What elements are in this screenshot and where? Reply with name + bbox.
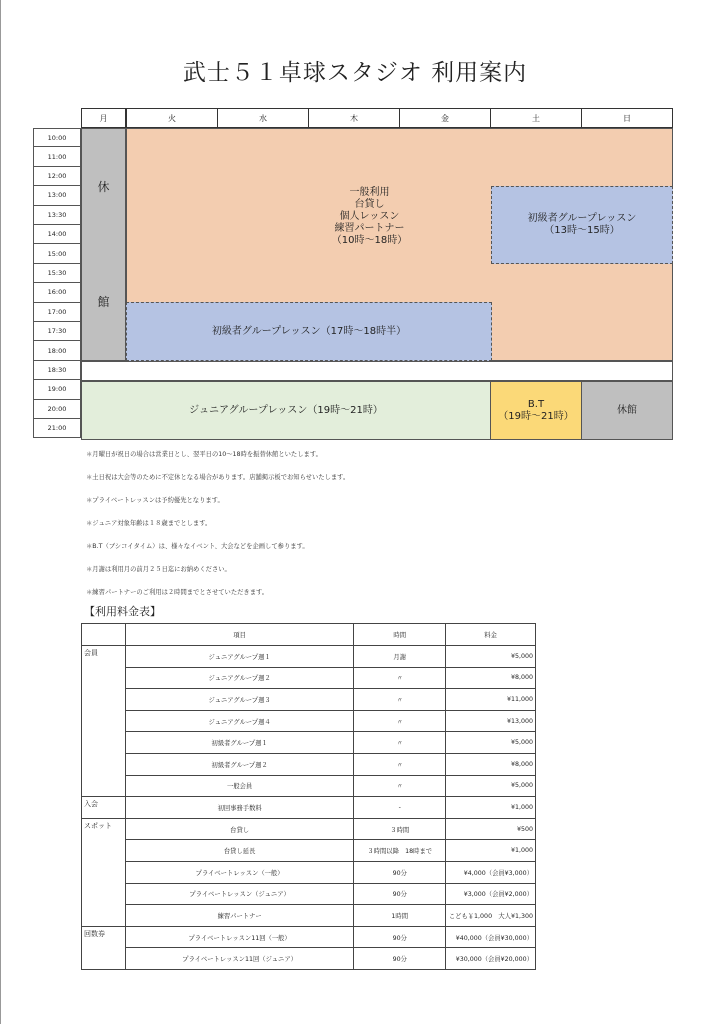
fee-item: ジュニアグループ週１	[125, 646, 353, 668]
beginner-sat-block	[491, 186, 673, 264]
table-row	[82, 753, 536, 775]
fee-time: 90分	[354, 926, 446, 948]
fee-time: 1時間	[354, 905, 446, 927]
fee-item: プライベートレッスン（一般）	[125, 861, 353, 883]
time-label: 17:30	[33, 322, 81, 341]
time-label: 17:00	[33, 303, 81, 322]
fee-header-cell: 項目	[125, 624, 353, 646]
fee-price: ¥500	[446, 818, 536, 840]
note-item: ＊練習パートナーのご利用は２時間までとさせていただきます。	[86, 589, 269, 596]
note-item: ＊土日祝は大会等のために不定休となる場合があります。店舗掲示板でお知らせいたします。	[86, 474, 350, 481]
fee-price: ¥1,000	[446, 840, 536, 862]
bt-label: B.T （19時～21時）	[498, 398, 574, 422]
table-row	[82, 883, 536, 905]
junior-label: ジュニアグループレッスン（19時～21時）	[189, 404, 383, 416]
monday-closed-block	[81, 128, 126, 361]
fee-price: ¥3,000（会員¥2,000）	[446, 883, 536, 905]
table-row	[82, 775, 536, 797]
note-item: ＊月曜日が祝日の場合は営業日とし、翌平日の10～18時を振替休館といたします。	[86, 451, 322, 458]
beginner-sat-label: 初級者グループレッスン （13時～15時）	[527, 213, 637, 236]
fee-item: 初級者グループ週１	[125, 732, 353, 754]
table-row	[82, 840, 536, 862]
time-label: 15:00	[33, 244, 81, 263]
time-label: 21:00	[33, 419, 81, 438]
fee-price: ¥1,000	[446, 797, 536, 819]
day-header-fri: 金	[399, 108, 491, 128]
time-label: 11:00	[33, 147, 81, 166]
day-header-wed: 水	[217, 108, 309, 128]
beginner-evening-label: 初級者グループレッスン（17時～18時半）	[211, 325, 407, 337]
break-row	[81, 361, 673, 381]
fee-item: プライベートレッスン11回（ジュニア）	[125, 948, 353, 970]
fee-price: ¥8,000	[446, 667, 536, 689]
junior-block	[81, 381, 491, 440]
beginner-evening-block	[126, 302, 492, 361]
fee-price: こども￥1,000 大人¥1,300	[446, 905, 536, 927]
general-use-label: 一般利用 台貸し 個人レッスン 練習パートナー （10時～18時）	[331, 187, 408, 246]
time-label: 18:00	[33, 341, 81, 360]
time-label: 10:00	[33, 128, 81, 147]
table-row	[82, 646, 536, 668]
page-edge	[0, 0, 1, 1024]
note-item: ＊プライベートレッスンは予約優先となります。	[86, 497, 224, 504]
fee-time: 90分	[354, 883, 446, 905]
fee-item: 一般会員	[125, 775, 353, 797]
fee-price: ¥40,000（会員¥30,000）	[446, 926, 536, 948]
time-label: 20:00	[33, 400, 81, 419]
day-header-sun: 日	[581, 108, 673, 128]
sunday-closed-block	[581, 381, 673, 440]
fee-time: ３時間以降 18時まで	[354, 840, 446, 862]
page-title: 武士５１卓球スタジオ 利用案内	[182, 60, 528, 86]
table-row	[82, 689, 536, 711]
fee-header-cell: 時間	[354, 624, 446, 646]
fee-item: 練習パートナー	[125, 905, 353, 927]
day-header-thu: 木	[308, 108, 400, 128]
table-row	[82, 732, 536, 754]
time-label: 19:00	[33, 380, 81, 399]
fee-item: 初級者グループ週２	[125, 753, 353, 775]
fee-item: 台貸し延長	[125, 840, 353, 862]
time-label: 13:00	[33, 186, 81, 205]
time-label: 14:00	[33, 225, 81, 244]
time-label: 15:30	[33, 264, 81, 283]
fee-time: 90分	[354, 948, 446, 970]
fee-time: 〃	[354, 775, 446, 797]
note-item: ＊B.T（ブシコイタイム）は、様々なイベント、大会などを企画して参ります。	[86, 543, 309, 550]
closed-char-1: 休	[97, 179, 110, 194]
note-item: ＊月謝は利用月の前月２５日迄にお納めください。	[86, 566, 231, 573]
table-row	[82, 948, 536, 970]
fee-item: 台貸し	[125, 818, 353, 840]
fee-table	[81, 623, 536, 970]
day-header-sat: 土	[490, 108, 582, 128]
table-row	[82, 667, 536, 689]
fee-time: -	[354, 797, 446, 819]
fee-table-title: 【利用料金表】	[84, 605, 161, 618]
fee-time: 月謝	[354, 646, 446, 668]
fee-category: 回数券	[82, 926, 126, 969]
bt-block	[490, 381, 582, 440]
fee-item: 初回事務手数料	[125, 797, 353, 819]
fee-time: 〃	[354, 667, 446, 689]
fee-price: ¥5,000	[446, 732, 536, 754]
fee-time: 〃	[354, 710, 446, 732]
fee-time: 〃	[354, 753, 446, 775]
time-label: 13:30	[33, 206, 81, 225]
fee-price: ¥8,000	[446, 753, 536, 775]
fee-price: ¥5,000	[446, 775, 536, 797]
fee-item: ジュニアグループ週３	[125, 689, 353, 711]
closed-char-2: 館	[97, 295, 110, 310]
fee-price: ¥5,000	[446, 646, 536, 668]
fee-price: ¥13,000	[446, 710, 536, 732]
fee-category: 入会	[82, 797, 126, 819]
time-label: 18:30	[33, 361, 81, 380]
fee-price: ¥4,000（会員¥3,000）	[446, 861, 536, 883]
day-header-tue: 火	[126, 108, 218, 128]
fee-category: 会員	[82, 646, 126, 797]
fee-time: 〃	[354, 689, 446, 711]
fee-item: プライベートレッスン11回（一般）	[125, 926, 353, 948]
fee-category: スポット	[82, 818, 126, 926]
fee-price: ¥11,000	[446, 689, 536, 711]
time-label: 16:00	[33, 283, 81, 302]
day-header-mon: 月	[81, 108, 126, 128]
table-row	[82, 926, 536, 948]
fee-time: 90分	[354, 861, 446, 883]
fee-time: 〃	[354, 732, 446, 754]
fee-time: ３時間	[354, 818, 446, 840]
fee-item: プライベートレッスン（ジュニア）	[125, 883, 353, 905]
fee-price: ¥30,000（会員¥20,000）	[446, 948, 536, 970]
fee-header-row	[82, 624, 536, 646]
table-row	[82, 818, 536, 840]
table-row	[82, 710, 536, 732]
fee-header-cell: 料金	[446, 624, 536, 646]
fee-item: ジュニアグループ週４	[125, 710, 353, 732]
note-item: ＊ジュニア対象年齢は１８歳までとします。	[86, 520, 212, 527]
table-row	[82, 861, 536, 883]
table-row	[82, 905, 536, 927]
time-label: 12:00	[33, 167, 81, 186]
table-row	[82, 797, 536, 819]
sunday-closed-label: 休館	[617, 404, 637, 416]
fee-item: ジュニアグループ週２	[125, 667, 353, 689]
fee-header-cell	[82, 624, 126, 646]
